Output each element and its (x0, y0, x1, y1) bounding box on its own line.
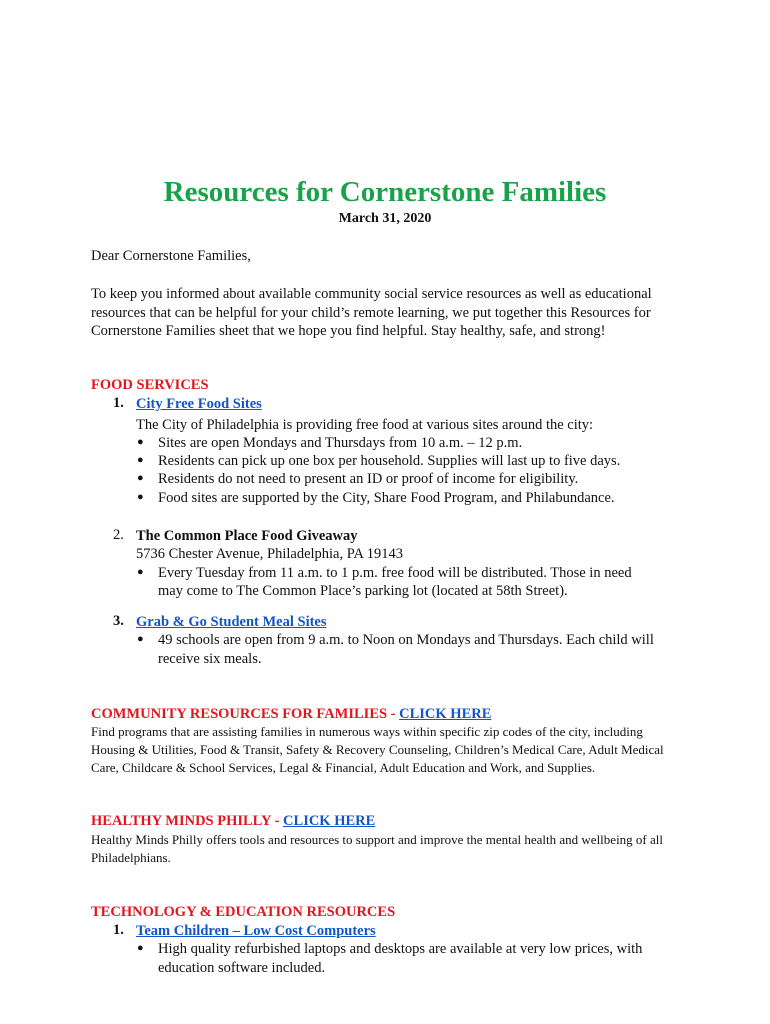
common-place-bullet-line: Every Tuesday from 11 a.m. to 1 p.m. free food will be distributed. Those in need (158, 565, 632, 581)
food-item-1-bullet: Residents do not need to present an ID or proof of income for eligibility. (158, 471, 579, 487)
community-resources-heading: COMMUNITY RESOURCES FOR FAMILIES - (91, 706, 400, 722)
food-item-2-number: 2. (113, 527, 124, 543)
food-item-1-number: 1. (113, 395, 124, 411)
healthy-minds-click-here-link[interactable]: CLICK HERE (283, 813, 376, 829)
bullet-icon: ● (137, 942, 144, 954)
technology-education-heading: TECHNOLOGY & EDUCATION RESOURCES (91, 904, 396, 920)
bullet-icon: ● (137, 436, 144, 448)
greeting: Dear Cornerstone Families, (91, 248, 251, 264)
community-resources-description: Find programs that are assisting families in numerous ways within specific zip codes of the city, including Housing & Utilities, Food & Transit, Safety & Recovery Counseling, Children’s Medical Care, Adult Medical Care, Childcare & School Services, Legal & Financial, Adult Education and Work, and Supplies. (91, 724, 664, 775)
bullet-icon: ● (137, 566, 144, 578)
document-date: March 31, 2020 (338, 211, 432, 226)
bullet-icon: ● (137, 491, 144, 503)
bullet-icon: ● (137, 633, 144, 645)
intro-paragraph: To keep you informed about available community social service resources as well as educational resources that can be helpful for your child’s remote learning, we put together this Resources for Cornerstone Families sheet that we hope you find helpful. Stay healthy, safe, and strong! (91, 286, 652, 339)
food-item-1-bullet: Food sites are supported by the City, Share Food Program, and Philabundance. (158, 490, 615, 506)
team-children-link[interactable]: Team Children – Low Cost Computers (136, 923, 376, 939)
community-resources-heading-line (91, 705, 691, 724)
common-place-name: The Common Place Food Giveaway (136, 528, 358, 544)
team-children-bullet-line: High quality refurbished laptops and desktops are available at very low prices, with (158, 941, 643, 957)
grab-and-go-bullet-line: receive six meals. (158, 651, 262, 667)
healthy-minds-description: Healthy Minds Philly offers tools and resources to support and improve the mental health and wellbeing of all Philadelphians. (91, 832, 663, 865)
bullet-icon: ● (137, 454, 144, 466)
food-services-heading: FOOD SERVICES (91, 377, 209, 393)
food-item-1-bullet: Residents can pick up one box per household. Supplies will last up to five days. (158, 453, 621, 469)
tech-item-1-number: 1. (113, 922, 124, 938)
city-free-food-sites-link[interactable]: City Free Food Sites (136, 396, 262, 412)
grab-and-go-meal-sites-link[interactable]: Grab & Go Student Meal Sites (136, 614, 327, 630)
food-item-1-bullet: Sites are open Mondays and Thursdays from 10 a.m. – 12 p.m. (158, 435, 523, 451)
food-item-3-number: 3. (113, 613, 124, 629)
bullet-icon: ● (137, 472, 144, 484)
healthy-minds-heading: HEALTHY MINDS PHILLY - (91, 813, 284, 829)
page-title: Resources for Cornerstone Families (163, 176, 607, 208)
common-place-bullet-line: may come to The Common Place’s parking lot (located at 58th Street). (158, 583, 568, 599)
team-children-bullet-line: education software included. (158, 960, 326, 976)
grab-and-go-bullet-line: 49 schools are open from 9 a.m. to Noon on Mondays and Thursdays. Each child will (158, 632, 654, 648)
common-place-address: 5736 Chester Avenue, Philadelphia, PA 19143 (136, 546, 404, 562)
healthy-minds-heading-line (91, 812, 691, 831)
community-resources-click-here-link[interactable]: CLICK HERE (399, 706, 492, 722)
food-item-1-description: The City of Philadelphia is providing free food at various sites around the city: (136, 417, 594, 433)
